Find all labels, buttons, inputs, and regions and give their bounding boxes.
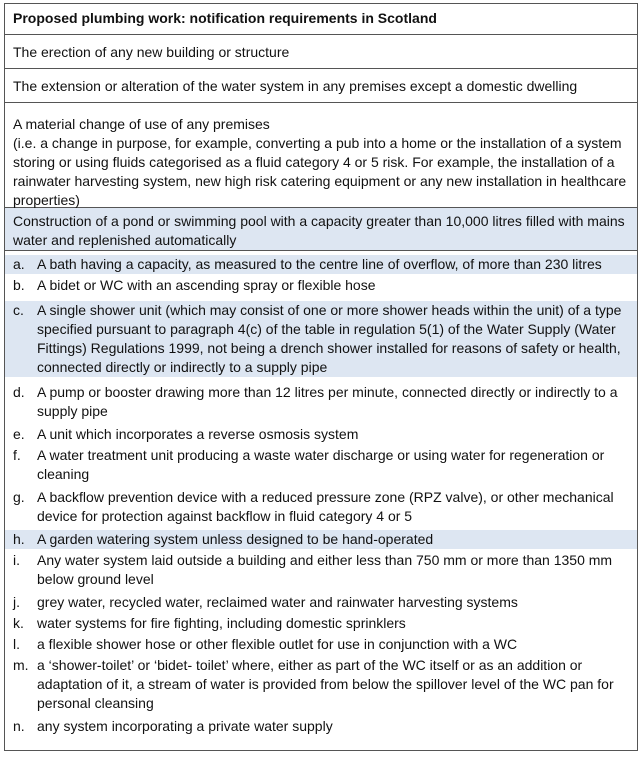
item-text: A garden watering system unless designed to be hand-operated [37, 531, 434, 547]
item-text: A backflow prevention device with a reduced pressure zone (RPZ valve), or other mechanical device for protection against backflow in fluid category 4 or 5 [37, 489, 614, 524]
item-letter: b. [13, 277, 25, 293]
list-item [5, 614, 637, 633]
item-letter: m. [13, 657, 29, 673]
item-text: water systems for fire fighting, including domestic sprinklers [37, 615, 406, 631]
list-item [5, 717, 637, 736]
list-item [5, 488, 637, 526]
item-text: a flexible shower hose or other flexible outlet for use in conjunction with a WC [37, 636, 518, 652]
item-letter: f. [13, 447, 21, 463]
item-text: A pump or booster drawing more than 12 litres per minute, connected directly or indirectly to a supply pipe [37, 384, 618, 419]
notification-table [4, 3, 638, 751]
list-item [5, 383, 637, 421]
item-letter: n. [13, 718, 25, 734]
table-row: The erection of any new building or structure [5, 35, 637, 69]
table-row [5, 103, 637, 208]
list-item [5, 593, 637, 612]
item-letter: a. [13, 256, 25, 272]
table-row: The extension or alteration of the water system in any premises except a domestic dwelling [5, 69, 637, 103]
list-item [5, 425, 637, 444]
item-text: A single shower unit (which may consist of one or more shower heads within the unit) of a type specified pursuant to paragraph 4(c) of the table in regulation 5(1) of the Water Supply (Water Fittings) Regulations 1999, not being a drench shower installed for reasons of safety or health, connected directly or indirectly to a supply pipe [37, 302, 622, 375]
item-text: A bidet or WC with an ascending spray or flexible hose [37, 277, 376, 293]
list-item [5, 656, 637, 713]
table-title: Proposed plumbing work: notification requirements in Scotland [5, 4, 637, 35]
item-letter: l. [13, 636, 20, 652]
item-letter: k. [13, 615, 24, 631]
list-item [5, 446, 637, 484]
item-text: grey water, recycled water, reclaimed water and rainwater harvesting systems [37, 594, 518, 610]
list-item [5, 276, 637, 295]
row-detail: (i.e. a change in purpose, for example, converting a pub into a home or the installation of a system storing or using fluids categorised as a fluid category 4 or 5 risk. For example, the installation of a rainwater harvesting system, new high risk catering equipment or any new installation in healthcare properties) [13, 135, 627, 208]
list-item [5, 255, 637, 274]
item-text: a ‘shower-toilet’ or ‘bidet- toilet’ where, either as part of the WC itself or as an addition or adaptation of it, a stream of water is provided from below the spillover level of the WC pan for personal cleansing [37, 657, 614, 711]
item-letter: c. [13, 302, 24, 318]
table-row: Construction of a pond or swimming pool with a capacity greater than 10,000 litres filled with mains water and replenished automatically [5, 208, 637, 251]
list-item [5, 530, 637, 549]
fittings-list [5, 251, 637, 750]
item-letter: i. [13, 552, 20, 568]
item-text: A bath having a capacity, as measured to the centre line of overflow, of more than 230 litres [37, 256, 602, 272]
item-text: any system incorporating a private water supply [37, 718, 333, 734]
item-letter: j. [13, 594, 20, 610]
item-letter: e. [13, 426, 25, 442]
list-item [5, 635, 637, 654]
row-heading: A material change of use of any premises [13, 116, 270, 132]
item-text: A water treatment unit producing a waste water discharge or using water for regeneration or cleaning [37, 447, 605, 482]
list-item [5, 301, 637, 377]
item-letter: h. [13, 531, 25, 547]
item-letter: d. [13, 384, 25, 400]
item-text: Any water system laid outside a building and either less than 750 mm or more than 1350 mm below ground level [37, 552, 613, 587]
list-item [5, 551, 637, 589]
item-letter: g. [13, 489, 25, 505]
item-text: A unit which incorporates a reverse osmosis system [37, 426, 359, 442]
